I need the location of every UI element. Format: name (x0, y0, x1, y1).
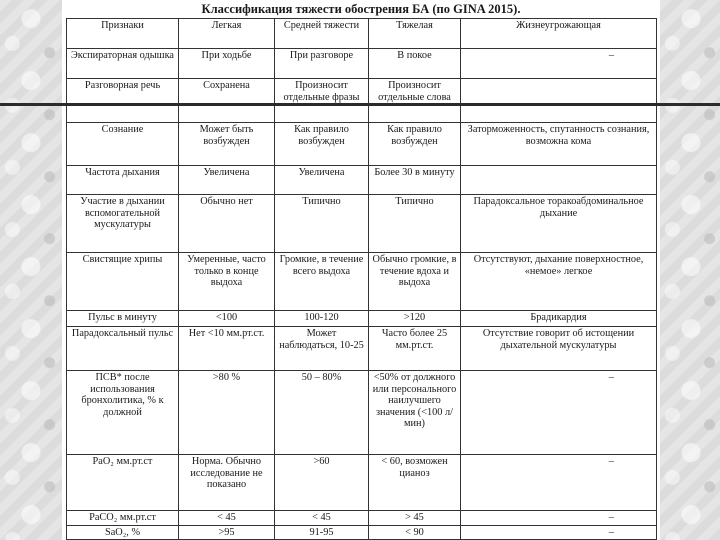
table-cell (461, 525, 657, 540)
table-cell: Часто более 25 мм.рт.ст. (369, 327, 461, 371)
table-cell: Частота дыхания (67, 166, 179, 195)
table-cell (461, 49, 657, 79)
table-cell: Как правило возбужден (275, 123, 369, 166)
table-cell: >80 % (179, 371, 275, 455)
table-cell: Свистящие хрипы (67, 253, 179, 311)
table-cell (461, 79, 657, 123)
table-cell: < 60, возможен цианоз (369, 455, 461, 511)
table-cell: При ходьбе (179, 49, 275, 79)
table-cell (461, 455, 657, 511)
horizontal-rule (0, 103, 720, 106)
table-cell: Произносит отдельные фразы (275, 79, 369, 123)
header-cell: Легкая (179, 19, 275, 49)
table-row (67, 49, 657, 79)
table-cell: Типично (369, 195, 461, 253)
table-cell: PaO₂ мм.рт.ст (67, 455, 179, 511)
table-cell: Брадикардия (461, 311, 657, 327)
dash-mark: – (608, 372, 614, 383)
table-cell: < 90 (369, 525, 461, 540)
table-cell: Громкие, в течение всего выдоха (275, 253, 369, 311)
table-cell (461, 166, 657, 195)
table-cell: В покое (369, 49, 461, 79)
table-cell: Парадоксальное торакоабдоминальное дыхание (461, 195, 657, 253)
table-row (67, 371, 657, 455)
table-cell: 91-95 (275, 525, 369, 540)
dash-mark: – (608, 456, 614, 467)
table-cell: <100 (179, 311, 275, 327)
table-cell: >60 (275, 455, 369, 511)
table-cell: Умеренные, часто только в конце выдоха (179, 253, 275, 311)
page-title: Классификация тяжести обострения БА (по GINA 2015). (201, 2, 521, 16)
table-row (67, 511, 657, 526)
table-cell: Обычно нет (179, 195, 275, 253)
table-row (67, 195, 657, 253)
table-row (67, 253, 657, 311)
table-cell: Разговорная речь (67, 79, 179, 123)
table-cell: Более 30 в минуту (369, 166, 461, 195)
table-cell: Заторможенность, спутанность сознания, возможна кома (461, 123, 657, 166)
header-cell: Тяжелая (369, 19, 461, 49)
header-cell: Признаки (67, 19, 179, 49)
table-cell: < 45 (275, 511, 369, 526)
table-cell: <50% от должного или персонального наилучшего значения (<100 л/мин) (369, 371, 461, 455)
header-cell: Жизнеугрожающая (461, 19, 657, 49)
header-cell: Средней тяжести (275, 19, 369, 49)
table-cell: Сознание (67, 123, 179, 166)
table-row (67, 455, 657, 511)
table-cell: Пульс в минуту (67, 311, 179, 327)
table-cell: >95 (179, 525, 275, 540)
table-cell: Типично (275, 195, 369, 253)
table-cell: Экспираторная одышка (67, 49, 179, 79)
table-cell: Как правило возбужден (369, 123, 461, 166)
dash-mark: – (608, 50, 614, 61)
table-row (67, 311, 657, 327)
table-cell: 100-120 (275, 311, 369, 327)
table-cell: > 45 (369, 511, 461, 526)
dash-mark: – (608, 512, 614, 523)
table-cell: Увеличена (179, 166, 275, 195)
table-row (67, 123, 657, 166)
table-row (67, 525, 657, 540)
table-cell: 50 – 80% (275, 371, 369, 455)
dash-mark: – (608, 526, 614, 538)
right-decorative-panel (660, 0, 720, 540)
table-row (67, 166, 657, 195)
left-decorative-panel (0, 0, 62, 540)
severity-classification-table (66, 18, 657, 540)
table-cell: >120 (369, 311, 461, 327)
table-cell (461, 511, 657, 526)
table-row (67, 79, 657, 123)
table-cell: Может быть возбужден (179, 123, 275, 166)
table-cell: Норма. Обычно исследование не показано (179, 455, 275, 511)
table-cell: Произносит отдельные слова (369, 79, 461, 123)
table-cell (461, 371, 657, 455)
table-cell: PaCO₂ мм.рт.ст (67, 511, 179, 526)
table-cell: При разговоре (275, 49, 369, 79)
table-cell: Парадоксальный пульс (67, 327, 179, 371)
table-cell: SaO₂, % (67, 525, 179, 540)
table-header-row (67, 19, 657, 49)
table-cell: Может наблюдаться, 10-25 (275, 327, 369, 371)
table-row (67, 327, 657, 371)
document-page (62, 0, 660, 540)
table-cell: Обычно громкие, в течение вдоха и выдоха (369, 253, 461, 311)
table-cell: < 45 (179, 511, 275, 526)
table-cell: Нет <10 мм.рт.ст. (179, 327, 275, 371)
table-cell: Увеличена (275, 166, 369, 195)
table-cell: ПСВ* после использования бронхолитика, % к должной (67, 371, 179, 455)
table-cell: Сохранена (179, 79, 275, 123)
table-cell: Участие в дыхании вспомогательной мускулатуры (67, 195, 179, 253)
table-cell: Отсутствие говорит об истощении дыхательной мускулатуры (461, 327, 657, 371)
table-cell: Отсутствуют, дыхание поверхностное, «немое» легкое (461, 253, 657, 311)
